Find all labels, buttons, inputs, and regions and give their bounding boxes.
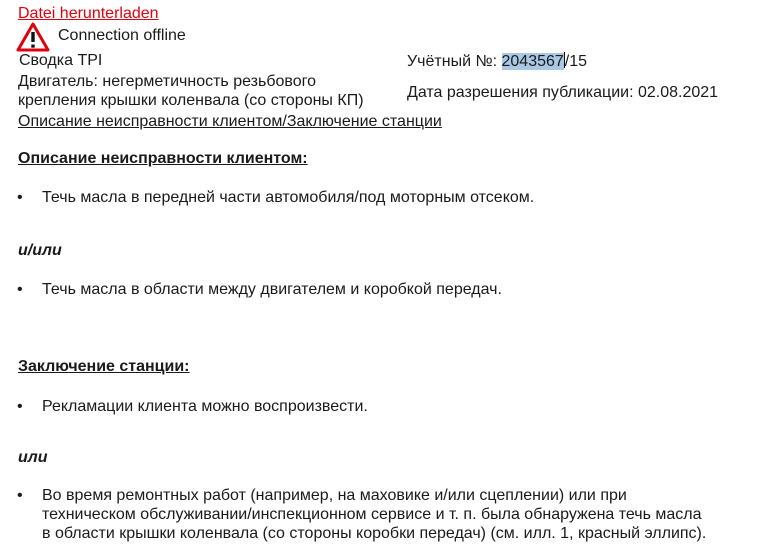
bullet: • bbox=[17, 281, 23, 298]
bullet: • bbox=[17, 189, 23, 206]
summary-title: Сводка TPI bbox=[19, 52, 103, 69]
publication-date: Дата разрешения публикации: 02.08.2021 bbox=[407, 84, 719, 101]
conclusion-item-2-line1: Во время ремонтных работ (например, на маховике и/или сцеплении) или при bbox=[42, 487, 627, 504]
bullet: • bbox=[17, 398, 23, 415]
connector-or: или bbox=[18, 449, 48, 466]
connector-and-or: и/или bbox=[18, 242, 62, 259]
record-suffix: /15 bbox=[564, 53, 588, 70]
bullet: • bbox=[17, 487, 23, 504]
complaint-heading: Описание неисправности клиентом: bbox=[18, 150, 308, 167]
conclusion-item-1: Рекламации клиента можно воспроизвести. bbox=[42, 398, 368, 415]
engine-issue-line1: Двигатель: негерметичность резьбового bbox=[18, 73, 316, 90]
connection-status-text: Connection offline bbox=[58, 27, 186, 44]
warning-icon bbox=[16, 22, 50, 52]
conclusion-item-2-line2: техническом обслуживании/инспекционном сервисе и т. п. была обнаружена течь масла bbox=[42, 506, 702, 523]
conclusion-item-2-line3: в области крышки коленвала (со стороны коробки передач) (см. илл. 1, красный эллипс). bbox=[42, 525, 707, 542]
section-anchor-link[interactable]: Описание неисправности клиентом/Заключение станции bbox=[18, 113, 442, 130]
complaint-item-2: Течь масла в области между двигателем и коробкой передач. bbox=[42, 281, 502, 298]
record-prefix: Учётный №: bbox=[407, 53, 502, 70]
selected-record-number[interactable]: 2043567 bbox=[501, 53, 564, 70]
engine-issue-line2: крепления крышки коленвала (со стороны КП) bbox=[18, 92, 364, 109]
download-file-link[interactable]: Datei herunterladen bbox=[18, 5, 159, 22]
conclusion-heading: Заключение станции: bbox=[18, 358, 190, 375]
record-number-label[interactable] bbox=[407, 52, 587, 71]
complaint-item-1: Течь масла в передней части автомобиля/под моторным отсеком. bbox=[42, 189, 535, 206]
